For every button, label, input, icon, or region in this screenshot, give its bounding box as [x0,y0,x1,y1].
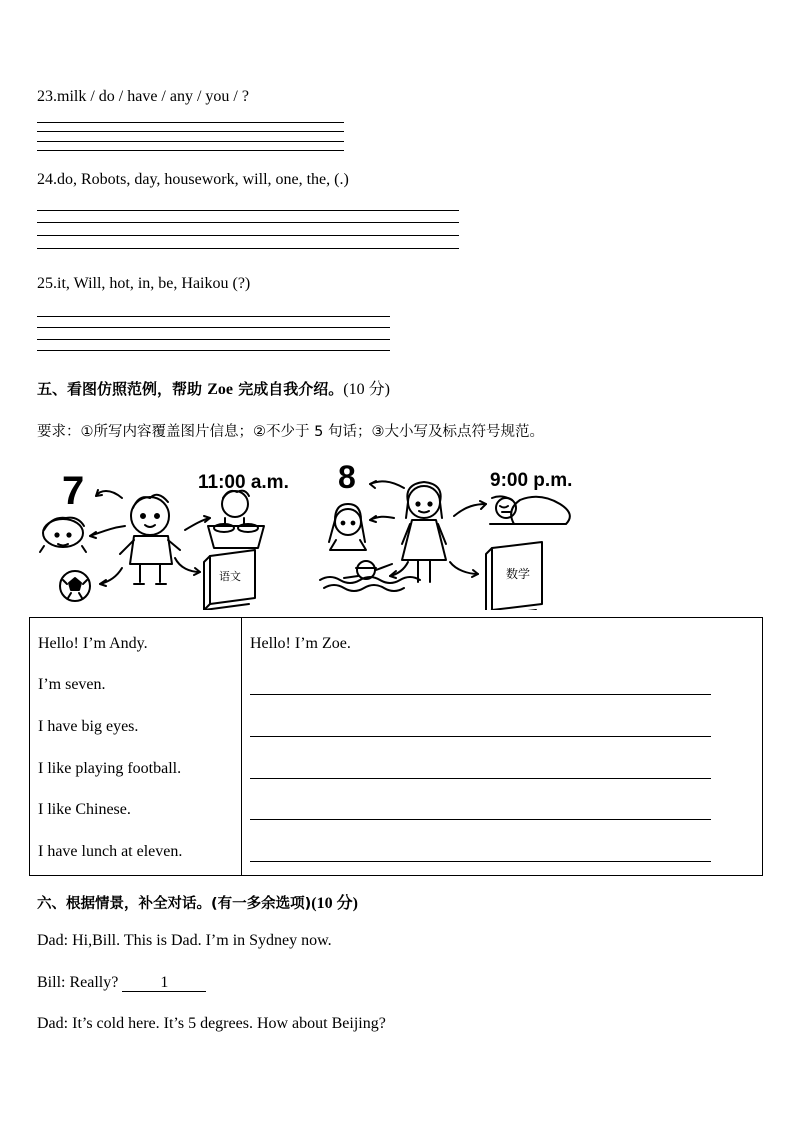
football-icon [60,571,90,601]
andy-time-label: 11:00 a.m. [198,472,289,493]
example-line: I have big eyes. [38,718,139,735]
zoe-picture [320,459,572,610]
girl-icon [402,482,446,582]
math-book-icon [486,542,542,610]
zoe-age-label: 8 [338,459,356,495]
sleeping-icon [490,496,570,524]
math-book-label: 数学 [506,567,531,581]
andy-age-label: 7 [62,469,85,513]
self-intro-table [29,617,763,876]
question-25: 25.it, Will, hot, in, be, Haikou (?) [37,275,251,292]
speaker-label: Dad: [37,932,69,949]
answer-blank-1[interactable]: 1 [122,974,206,992]
chinese-book-icon [204,550,255,610]
answer-line[interactable] [37,248,459,249]
zoe-answer-line[interactable] [250,694,711,695]
boy-face-icon [40,518,86,552]
question-23: 23.milk / do / have / any / you / ? [37,88,249,105]
speaker-label: Dad: [37,1015,69,1032]
example-line: I have lunch at eleven. [38,843,183,860]
section-5-requirement: 要求：①所写内容覆盖图片信息；②不少于 5 句话；③大小写及标点符号规范。 [37,424,544,440]
section-5-title-part2: 完成自我介绍。 [233,380,344,398]
speaker-label: Bill: [37,974,66,991]
section-6-title [37,890,358,913]
answer-line[interactable] [37,131,344,132]
section-5-title-zoe: Zoe [207,381,234,398]
answer-line[interactable] [37,150,344,151]
section-6-title-text: 六、根据情景，补全对话。(有一多余选项) [37,896,312,912]
zoe-answer-line[interactable] [250,861,711,862]
dialog-line-bill-1 [37,974,206,992]
lunch-boy-icon [208,491,264,548]
zoe-answer-line[interactable] [250,778,711,779]
section-5-title [37,376,390,399]
arrow-icon [450,562,478,574]
girl-face-icon [329,504,366,550]
answer-line[interactable] [37,141,344,142]
section-6-score: (10 分) [311,895,358,912]
answer-line[interactable] [37,222,459,223]
answer-line[interactable] [37,327,390,328]
dialog-line-dad-1 [37,932,332,950]
boy-icon [120,495,180,584]
zoe-answer-line[interactable] [250,819,711,820]
andy-picture [40,469,289,610]
answer-line[interactable] [37,122,344,123]
illustration-panel [30,458,590,610]
answer-line[interactable] [37,235,459,236]
chinese-book-label: 语文 [219,571,241,583]
answer-line[interactable] [37,316,390,317]
arrow-icon [454,504,486,516]
table-divider [241,618,242,875]
zoe-answer-line[interactable] [250,736,711,737]
dialog-text: Hi,Bill. This is Dad. I’m in Sydney now. [68,932,332,949]
zoe-time-label: 9:00 p.m. [490,470,573,491]
dialog-line-dad-2 [37,1015,386,1033]
section-5-score: (10 分) [343,381,390,398]
dialog-text: Really? [65,974,123,991]
example-line: Hello! I’m Andy. [38,635,148,652]
answer-line[interactable] [37,210,459,211]
answer-line[interactable] [37,339,390,340]
arrow-icon [90,526,125,536]
section-5-title-part1: 五、看图仿照范例，帮助 [37,380,208,398]
zoe-intro-first-line: Hello! I’m Zoe. [250,635,351,652]
example-line: I like Chinese. [38,801,131,818]
example-line: I like playing football. [38,760,182,777]
question-24: 24.do, Robots, day, housework, will, one, the, (.) [37,171,349,188]
example-line: I’m seven. [38,676,106,693]
answer-line[interactable] [37,350,390,351]
dialog-text: It’s cold here. It’s 5 degrees. How about Beijing? [68,1015,386,1032]
